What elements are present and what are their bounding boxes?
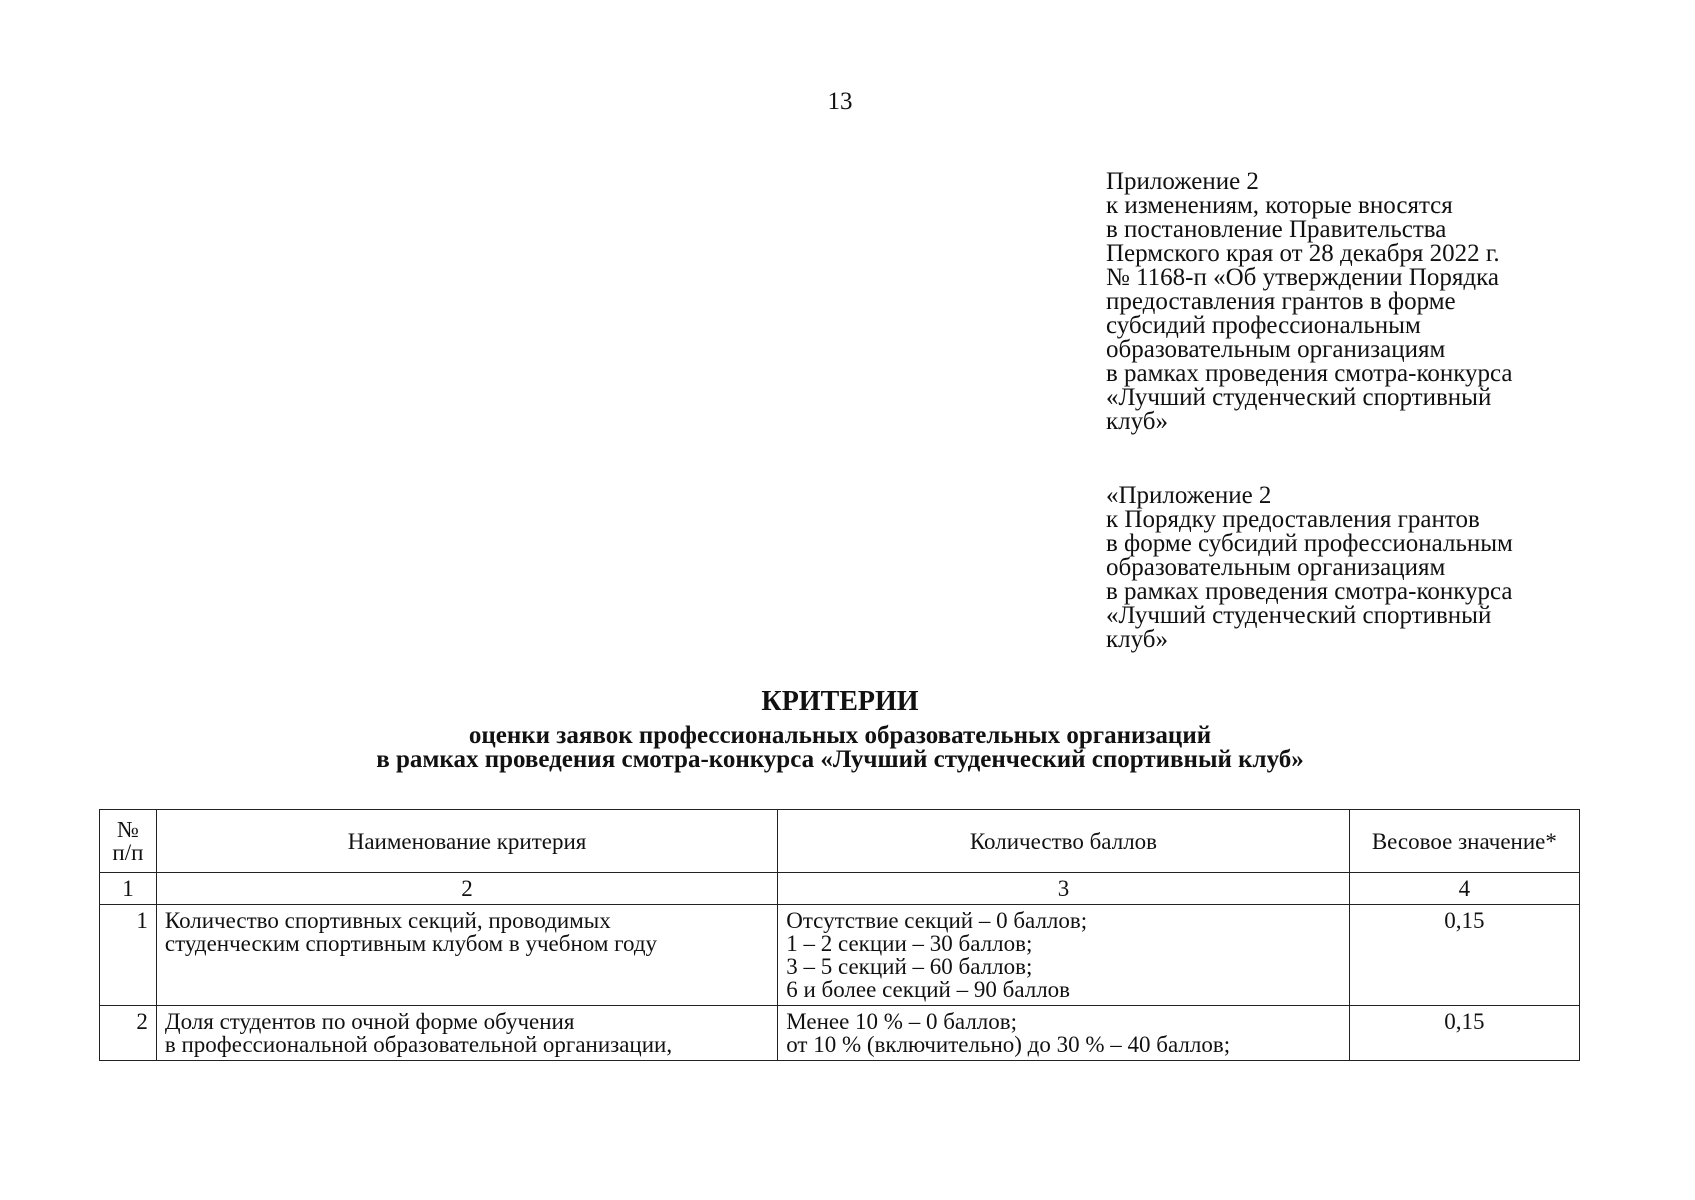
document-subtitle: [0, 724, 1680, 772]
table-header-row: [100, 810, 1580, 873]
row-number: 2: [100, 1006, 157, 1061]
appendix-2-line: «Приложение 2: [1106, 482, 1272, 509]
appendix-1-line: Пермского края от 28 декабря 2022 г.: [1106, 240, 1500, 267]
criterion-name-line: студенческим спортивным клубом в учебном году: [164, 931, 658, 956]
appendix-1-line: в рамках проведения смотра-конкурса: [1106, 360, 1513, 387]
appendix-1-line: «Лучший студенческий спортивный: [1106, 384, 1492, 411]
appendix-1-line: клуб»: [1106, 408, 1169, 435]
table-index-row: [100, 873, 1580, 905]
appendix-to-changes: [1106, 170, 1646, 434]
appendix-1-line: к изменениям, которые вносятся: [1106, 192, 1453, 219]
appendix-1-line: № 1168-п «Об утверждении Порядка: [1106, 264, 1499, 291]
subtitle-line: оценки заявок профессиональных образовательных организаций: [468, 722, 1212, 749]
header-points: Количество баллов: [778, 810, 1349, 873]
criterion-name: [156, 905, 777, 1006]
criterion-name-line: Количество спортивных секций, проводимых: [164, 908, 611, 933]
points-line: Отсутствие секций – 0 баллов;: [786, 908, 1088, 933]
appendix-to-procedure: [1106, 484, 1646, 652]
header-num-line: №: [116, 817, 139, 842]
points-line: 1 – 2 секции – 30 баллов;: [786, 931, 1033, 956]
criterion-name-line: в профессиональной образовательной организации,: [164, 1032, 673, 1057]
criterion-name: [156, 1006, 777, 1061]
appendix-2-line: в рамках проведения смотра-конкурса: [1106, 578, 1513, 605]
index-cell: 1: [100, 873, 157, 905]
criterion-weight: 0,15: [1349, 1006, 1579, 1061]
appendix-1-line: в постановление Правительства: [1106, 216, 1447, 243]
page-number: 13: [827, 88, 853, 115]
header-criterion-name: Наименование критерия: [156, 810, 777, 873]
table-row: [100, 1006, 1580, 1061]
appendix-1-line: предоставления грантов в форме: [1106, 288, 1456, 315]
appendix-2-line: образовательным организациям: [1106, 554, 1446, 581]
appendix-2-line: в форме субсидий профессиональным: [1106, 530, 1513, 557]
header-weight: Весовое значение*: [1349, 810, 1579, 873]
index-cell: 2: [156, 873, 777, 905]
criterion-points: [778, 1006, 1349, 1061]
points-line: 3 – 5 секций – 60 баллов;: [786, 954, 1033, 979]
points-line: Менее 10 % – 0 баллов;: [786, 1009, 1018, 1034]
header-num-line: п/п: [112, 840, 144, 865]
index-cell: 4: [1349, 873, 1579, 905]
appendix-1-line: образовательным организациям: [1106, 336, 1446, 363]
row-number: 1: [100, 905, 157, 1006]
document-title: КРИТЕРИИ: [761, 686, 919, 717]
index-cell: 3: [778, 873, 1349, 905]
table-row: [100, 905, 1580, 1006]
appendix-2-line: «Лучший студенческий спортивный: [1106, 602, 1492, 629]
points-line: от 10 % (включительно) до 30 % – 40 баллов;: [786, 1032, 1231, 1057]
points-line: 6 и более секций – 90 баллов: [786, 977, 1071, 1002]
criterion-name-line: Доля студентов по очной форме обучения: [164, 1009, 575, 1034]
appendix-1-line: субсидий профессиональным: [1106, 312, 1421, 339]
subtitle-line: в рамках проведения смотра-конкурса «Лучший студенческий спортивный клуб»: [376, 746, 1304, 773]
header-num: [100, 810, 157, 873]
criterion-points: [778, 905, 1349, 1006]
criteria-table: [99, 809, 1580, 1061]
appendix-1-line: Приложение 2: [1106, 168, 1259, 195]
criterion-weight: 0,15: [1349, 905, 1579, 1006]
appendix-2-line: к Порядку предоставления грантов: [1106, 506, 1480, 533]
appendix-2-line: клуб»: [1106, 626, 1169, 653]
